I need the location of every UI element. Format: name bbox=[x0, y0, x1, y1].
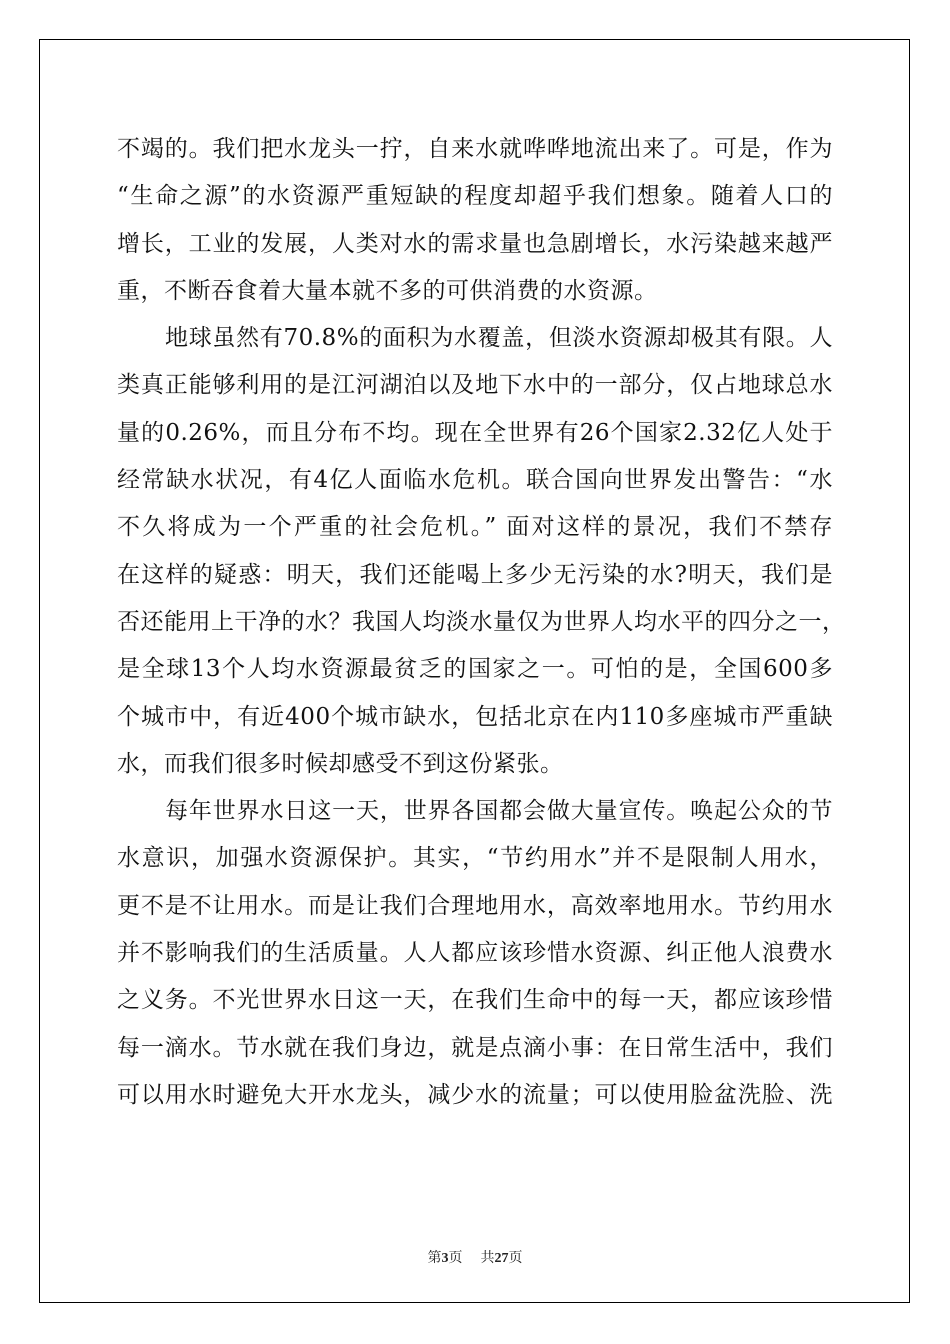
paragraph-start-line: 地球虽然有70.8%的面积为水覆盖，但淡水资源却极其有限。人 bbox=[165, 325, 833, 352]
page-prefix: 第 bbox=[427, 1251, 442, 1266]
document-body bbox=[117, 126, 846, 1119]
text-line: 并不影响我们的生活质量。人人都应该珍惜水资源、纠正他人浪费水 bbox=[117, 940, 833, 967]
text-line: 增长，工业的发展，人类对水的需求量也急剧增长，水污染越来越严 bbox=[117, 230, 833, 257]
text-line: 是全球13个人均水资源最贫乏的国家之一。可怕的是，全国600多 bbox=[117, 656, 833, 683]
current-page-number: 3 bbox=[441, 1251, 449, 1266]
paragraph-start-line: 每年世界水日这一天，世界各国都会做大量宣传。唤起公众的节 bbox=[165, 798, 833, 825]
text-line: 在这样的疑惑：明天，我们还能喝上多少无污染的水?明天，我们是 bbox=[117, 561, 833, 588]
total-prefix: 共 bbox=[480, 1251, 495, 1266]
total-page-count: 27 bbox=[494, 1251, 509, 1266]
text-line: 可以用水时避免大开水龙头，减少水的流量；可以使用脸盆洗脸、洗 bbox=[117, 1081, 833, 1108]
text-line: 否还能用上干净的水？我国人均淡水量仅为世界人均水平的四分之一， bbox=[117, 608, 846, 635]
text-line: “生命之源”的水资源严重短缺的程度却超乎我们想象。随着人口的 bbox=[117, 183, 833, 210]
text-line: 水意识，加强水资源保护。其实，“节约用水”并不是限制人用水， bbox=[117, 845, 833, 872]
text-line: 经常缺水状况，有4亿人面临水危机。联合国向世界发出警告：“水 bbox=[117, 467, 833, 494]
page-footer bbox=[0, 1247, 950, 1267]
total-suffix: 页 bbox=[508, 1251, 523, 1266]
text-line: 每一滴水。节水就在我们身边，就是点滴小事：在日常生活中，我们 bbox=[117, 1034, 833, 1061]
text-line: 之义务。不光世界水日这一天，在我们生命中的每一天，都应该珍惜 bbox=[117, 987, 833, 1014]
text-line: 个城市中，有近400个城市缺水，包括北京在内110多座城市严重缺 bbox=[117, 703, 833, 730]
text-line: 类真正能够利用的是江河湖泊以及地下水中的一部分，仅占地球总水 bbox=[117, 372, 833, 399]
text-line: 不久将成为一个严重的社会危机。” 面对这样的景况，我们不禁存 bbox=[117, 514, 833, 541]
text-line: 更不是不让用水。而是让我们合理地用水，高效率地用水。节约用水 bbox=[117, 892, 833, 919]
text-line: 不竭的。我们把水龙头一拧，自来水就哗哗地流出来了。可是，作为 bbox=[117, 136, 833, 162]
text-line: 量的0.26%，而且分布不均。现在全世界有26个国家2.32亿人处于 bbox=[117, 419, 833, 446]
text-line: 重，不断吞食着大量本就不多的可供消费的水资源。 bbox=[117, 277, 658, 304]
text-line: 水，而我们很多时候却感受不到这份紧张。 bbox=[117, 750, 564, 777]
page-suffix: 页 bbox=[448, 1251, 463, 1266]
